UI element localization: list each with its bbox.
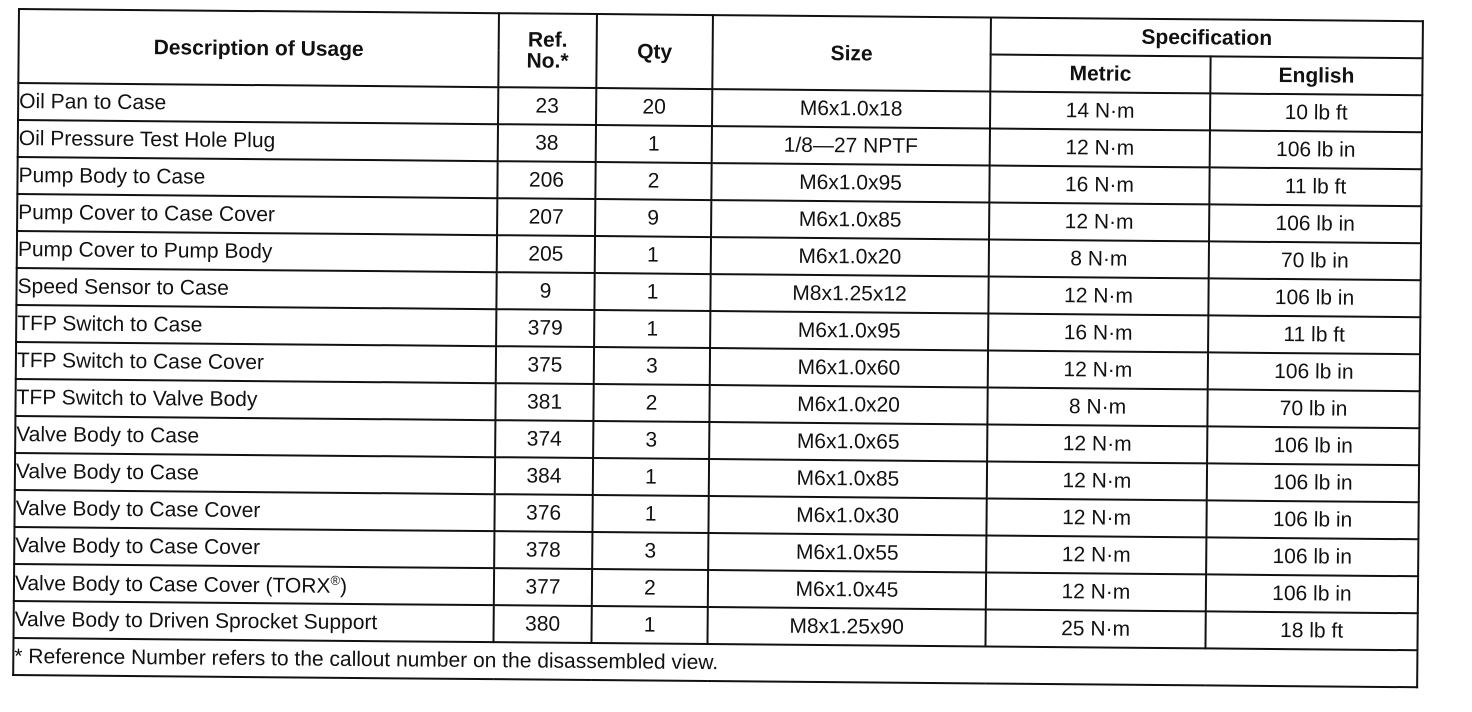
cell-size: M8x1.25x90 (707, 607, 985, 646)
cell-english: 106 lb in (1208, 352, 1420, 391)
cell-size: M6x1.0x95 (711, 163, 989, 202)
description-text: TFP Switch to Case (17, 312, 203, 337)
cell-metric: 12 N·m (987, 424, 1207, 463)
cell-metric: 8 N·m (989, 239, 1209, 278)
cell-size: M8x1.25x12 (710, 274, 988, 313)
cell-ref-no: 379 (496, 309, 594, 347)
cell-size: M6x1.0x65 (709, 422, 987, 461)
cell-english: 106 lb in (1206, 574, 1418, 613)
cell-metric: 12 N·m (986, 572, 1206, 611)
cell-description (18, 120, 498, 161)
cell-ref-no: 374 (495, 420, 593, 458)
cell-qty: 9 (595, 199, 711, 237)
cell-size: M6x1.0x20 (709, 385, 987, 424)
cell-qty: 1 (594, 273, 710, 311)
cell-metric: 12 N·m (989, 202, 1209, 241)
cell-size: M6x1.0x85 (711, 200, 989, 239)
torque-spec-table (12, 8, 1424, 688)
cell-english: 10 lb ft (1210, 93, 1422, 132)
cell-english: 106 lb in (1206, 500, 1418, 539)
registered-mark: ® (330, 572, 341, 588)
description-text: Valve Body to Case (16, 423, 200, 448)
cell-qty: 2 (592, 569, 708, 607)
cell-description (14, 527, 494, 568)
cell-description (18, 83, 498, 124)
cell-english: 11 lb ft (1209, 167, 1421, 206)
cell-size: M6x1.0x45 (708, 570, 986, 609)
cell-ref-no: 376 (494, 494, 592, 532)
cell-qty: 1 (594, 310, 710, 348)
cell-english: 70 lb in (1207, 389, 1419, 428)
cell-description (17, 194, 497, 235)
cell-ref-no: 377 (494, 568, 592, 606)
cell-english: 106 lb in (1210, 130, 1422, 169)
cell-size: M6x1.0x20 (711, 237, 989, 276)
cell-english: 106 lb in (1207, 463, 1419, 502)
description-text: Oil Pan to Case (19, 90, 167, 115)
cell-qty: 1 (596, 125, 712, 163)
cell-qty: 1 (591, 606, 707, 644)
cell-ref-no: 384 (495, 457, 593, 495)
cell-qty: 3 (592, 532, 708, 570)
description-text: Pump Cover to Case Cover (18, 201, 276, 227)
torque-spec-sheet (12, 8, 1422, 704)
cell-ref-no: 207 (497, 198, 595, 236)
cell-qty: 20 (596, 88, 712, 126)
description-text: TFP Switch to Valve Body (16, 386, 258, 412)
description-text: Pump Body to Case (18, 164, 206, 189)
footnote: * Reference Number refers to the callout number on the disassembled view. (13, 638, 1417, 687)
cell-metric: 8 N·m (987, 387, 1207, 426)
cell-size: 1/8—27 NPTF (712, 126, 990, 165)
cell-english: 106 lb in (1206, 537, 1418, 576)
cell-size: M6x1.0x18 (712, 89, 990, 128)
description-text: Oil Pressure Test Hole Plug (18, 127, 276, 153)
cell-metric: 16 N·m (989, 165, 1209, 204)
cell-description (14, 564, 494, 605)
cell-qty: 3 (594, 347, 710, 385)
table-body (14, 83, 1423, 650)
cell-description (14, 601, 494, 642)
cell-size: M6x1.0x30 (708, 496, 986, 535)
cell-ref-no: 375 (496, 346, 594, 384)
cell-english: 106 lb in (1209, 204, 1421, 243)
cell-qty: 1 (595, 236, 711, 274)
cell-metric: 16 N·m (988, 313, 1208, 352)
description-text: Pump Cover to Pump Body (17, 238, 273, 264)
cell-qty: 3 (593, 421, 709, 459)
header-ref-line1: Ref. (527, 28, 568, 52)
cell-size: M6x1.0x85 (709, 459, 987, 498)
cell-ref-no: 206 (497, 161, 595, 199)
cell-size: M6x1.0x55 (708, 533, 986, 572)
cell-description (15, 379, 495, 420)
description-text: Valve Body to Case Cover (15, 533, 261, 560)
header-description: Description of Usage (18, 9, 499, 87)
cell-english: 70 lb in (1209, 241, 1421, 280)
header-specification: Specification (991, 17, 1423, 58)
header-ref-no (498, 13, 597, 88)
cell-description (15, 416, 495, 457)
cell-metric: 12 N·m (988, 276, 1208, 315)
cell-ref-no: 23 (498, 87, 596, 125)
description-tail: ) (339, 574, 348, 598)
header-metric: Metric (990, 54, 1210, 93)
cell-metric: 14 N·m (990, 91, 1210, 130)
cell-ref-no: 380 (493, 605, 591, 643)
header-ref-line2: No.* (526, 49, 569, 73)
cell-description (16, 268, 496, 309)
header-qty: Qty (596, 14, 713, 89)
description-text: Valve Body to Case Cover (15, 496, 261, 523)
cell-qty: 2 (593, 384, 709, 422)
cell-ref-no: 378 (494, 531, 592, 569)
cell-ref-no: 205 (497, 235, 595, 273)
cell-description (16, 305, 496, 346)
cell-metric: 12 N·m (986, 535, 1206, 574)
header-english: English (1210, 56, 1422, 95)
cell-ref-no: 38 (498, 124, 596, 162)
description-text: TFP Switch to Case Cover (16, 349, 265, 375)
cell-metric: 12 N·m (990, 128, 1210, 167)
cell-ref-no: 9 (496, 272, 594, 310)
cell-description (17, 231, 497, 272)
cell-size: M6x1.0x60 (710, 348, 988, 387)
cell-qty: 1 (593, 458, 709, 496)
cell-description (16, 342, 496, 383)
description-text: Speed Sensor to Case (17, 275, 229, 300)
cell-metric: 12 N·m (986, 498, 1206, 537)
cell-english: 106 lb in (1208, 278, 1420, 317)
cell-ref-no: 381 (495, 383, 593, 421)
header-row-top (19, 9, 1423, 58)
description-text: Valve Body to Case Cover (TORX (14, 571, 331, 598)
cell-metric: 12 N·m (987, 461, 1207, 500)
cell-description (17, 157, 497, 198)
cell-description (14, 490, 494, 531)
cell-english: 18 lb ft (1205, 611, 1417, 650)
cell-english: 11 lb ft (1208, 315, 1420, 354)
cell-qty: 2 (595, 162, 711, 200)
description-text: Valve Body to Case (15, 460, 199, 485)
cell-size: M6x1.0x95 (710, 311, 988, 350)
cell-metric: 25 N·m (985, 609, 1205, 648)
cell-qty: 1 (592, 495, 708, 533)
cell-english: 106 lb in (1207, 426, 1419, 465)
cell-description (15, 453, 495, 494)
header-size: Size (712, 15, 991, 91)
cell-metric: 12 N·m (988, 350, 1208, 389)
description-text: Valve Body to Driven Sprocket Support (14, 607, 378, 635)
